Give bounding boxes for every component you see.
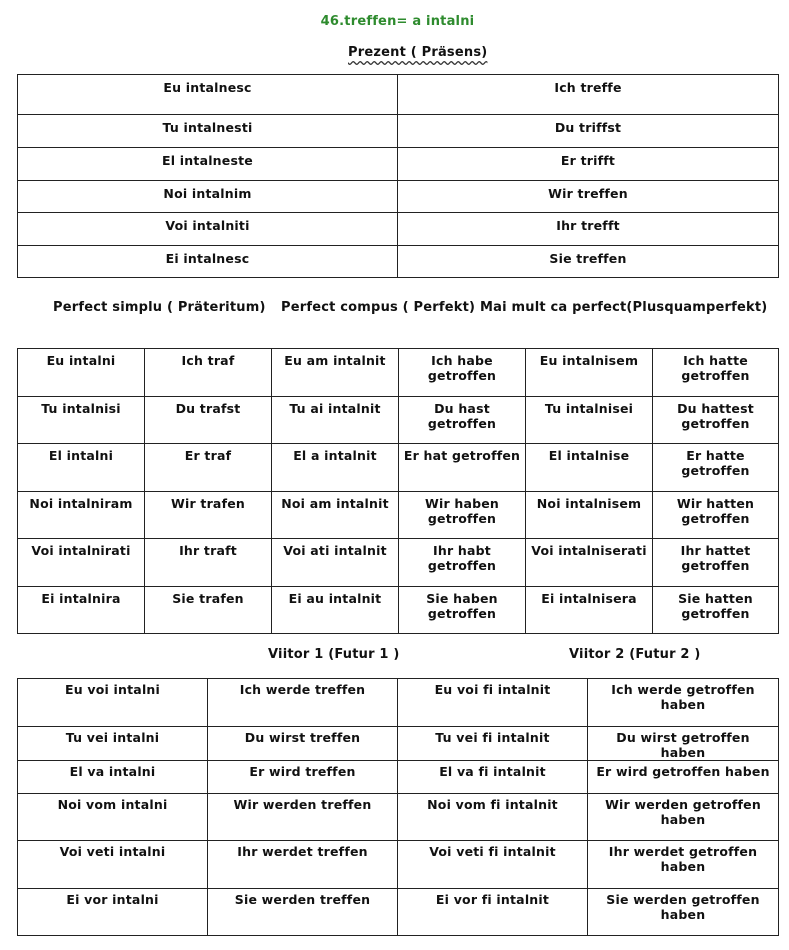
table-row — [18, 539, 779, 587]
pluperfect-heading: Mai mult ca perfect(Plusquamperfekt) — [480, 300, 768, 315]
romanian-cell: Eu voi fi intalnit — [398, 679, 588, 727]
german-cell: Du wirst treffen — [208, 727, 398, 761]
german-cell: Wir werden treffen — [208, 794, 398, 841]
present-table — [17, 74, 779, 278]
romanian-cell: Voi veti intalni — [18, 841, 208, 889]
romanian-cell: Ei au intalnit — [272, 587, 399, 634]
table-row — [18, 213, 779, 246]
romanian-cell: Ei vor intalni — [18, 889, 208, 936]
table-row — [18, 841, 779, 889]
german-cell: Sie haben getroffen — [399, 587, 526, 634]
romanian-cell: El intalnise — [526, 444, 653, 492]
romanian-cell: Tu intalnisei — [526, 397, 653, 444]
german-cell: Wir haben getroffen — [399, 492, 526, 539]
german-cell: Ich treffe — [398, 75, 779, 115]
table-row — [18, 148, 779, 181]
romanian-cell: El va fi intalnit — [398, 761, 588, 794]
german-cell: Er traf — [145, 444, 272, 492]
german-cell: Er wird getroffen haben — [588, 761, 779, 794]
german-cell: Du trafst — [145, 397, 272, 444]
past-tenses-table — [17, 348, 779, 634]
german-cell: Sie werden getroffen haben — [588, 889, 779, 936]
german-cell: Wir werden getroffen haben — [588, 794, 779, 841]
romanian-cell: Noi am intalnit — [272, 492, 399, 539]
german-cell: Sie trafen — [145, 587, 272, 634]
german-cell: Du hast getroffen — [399, 397, 526, 444]
german-cell: Sie hatten getroffen — [653, 587, 779, 634]
german-cell: Wir treffen — [398, 181, 779, 213]
romanian-cell: Noi intalnisem — [526, 492, 653, 539]
german-cell: Ich hatte getroffen — [653, 349, 779, 397]
romanian-cell: Eu intalni — [18, 349, 145, 397]
table-row — [18, 761, 779, 794]
romanian-cell: Eu voi intalni — [18, 679, 208, 727]
romanian-cell: El a intalnit — [272, 444, 399, 492]
romanian-cell: Ei intalnesc — [18, 246, 398, 278]
table-row — [18, 727, 779, 761]
romanian-cell: Tu intalnesti — [18, 115, 398, 148]
romanian-cell: Tu vei fi intalnit — [398, 727, 588, 761]
romanian-cell: Noi vom fi intalnit — [398, 794, 588, 841]
table-row — [18, 75, 779, 115]
german-cell: Ihr traft — [145, 539, 272, 587]
future2-heading: Viitor 2 (Futur 2 ) — [569, 647, 701, 662]
table-row — [18, 246, 779, 278]
table-row — [18, 679, 779, 727]
romanian-cell: Ei intalnira — [18, 587, 145, 634]
german-cell: Ihr habt getroffen — [399, 539, 526, 587]
german-cell: Du hattest getroffen — [653, 397, 779, 444]
german-cell: Ich habe getroffen — [399, 349, 526, 397]
romanian-cell: Tu vei intalni — [18, 727, 208, 761]
romanian-cell: Eu intalnesc — [18, 75, 398, 115]
german-cell: Wir trafen — [145, 492, 272, 539]
perfect-heading: Perfect compus ( Perfekt) — [281, 300, 476, 315]
german-cell: Ich werde getroffen haben — [588, 679, 779, 727]
german-cell: Du wirst getroffen haben — [588, 727, 779, 761]
preterite-heading: Perfect simplu ( Präteritum) — [53, 300, 266, 315]
table-row — [18, 492, 779, 539]
german-cell: Ich traf — [145, 349, 272, 397]
table-row — [18, 444, 779, 492]
german-cell: Sie treffen — [398, 246, 779, 278]
german-cell: Er wird treffen — [208, 761, 398, 794]
table-row — [18, 889, 779, 936]
future1-heading: Viitor 1 (Futur 1 ) — [268, 647, 400, 662]
romanian-cell: Voi veti fi intalnit — [398, 841, 588, 889]
german-cell: Ihr werdet treffen — [208, 841, 398, 889]
romanian-cell: Eu intalnisem — [526, 349, 653, 397]
romanian-cell: Voi intalnirati — [18, 539, 145, 587]
romanian-cell: Voi ati intalnit — [272, 539, 399, 587]
romanian-cell: Ei intalnisera — [526, 587, 653, 634]
german-cell: Er trifft — [398, 148, 779, 181]
german-cell: Wir hatten getroffen — [653, 492, 779, 539]
romanian-cell: Tu intalnisi — [18, 397, 145, 444]
romanian-cell: El intalneste — [18, 148, 398, 181]
romanian-cell: Noi intalnim — [18, 181, 398, 213]
german-cell: Ich werde treffen — [208, 679, 398, 727]
german-cell: Ihr hattet getroffen — [653, 539, 779, 587]
page-title: 46.treffen= a intalni — [320, 14, 475, 29]
german-cell: Ihr trefft — [398, 213, 779, 246]
german-cell: Er hatte getroffen — [653, 444, 779, 492]
table-row — [18, 181, 779, 213]
table-row — [18, 794, 779, 841]
romanian-cell: El intalni — [18, 444, 145, 492]
table-row — [18, 397, 779, 444]
german-cell: Er hat getroffen — [399, 444, 526, 492]
romanian-cell: Voi intalniti — [18, 213, 398, 246]
table-row — [18, 587, 779, 634]
romanian-cell: Voi intalniserati — [526, 539, 653, 587]
romanian-cell: Ei vor fi intalnit — [398, 889, 588, 936]
romanian-cell: Noi intalniram — [18, 492, 145, 539]
german-cell: Ihr werdet getroffen haben — [588, 841, 779, 889]
romanian-cell: Eu am intalnit — [272, 349, 399, 397]
romanian-cell: Tu ai intalnit — [272, 397, 399, 444]
future-tenses-table — [17, 678, 779, 936]
german-cell: Du triffst — [398, 115, 779, 148]
romanian-cell: Noi vom intalni — [18, 794, 208, 841]
german-cell: Sie werden treffen — [208, 889, 398, 936]
table-row — [18, 349, 779, 397]
table-row — [18, 115, 779, 148]
romanian-cell: El va intalni — [18, 761, 208, 794]
present-heading: Prezent ( Präsens) — [348, 45, 488, 60]
